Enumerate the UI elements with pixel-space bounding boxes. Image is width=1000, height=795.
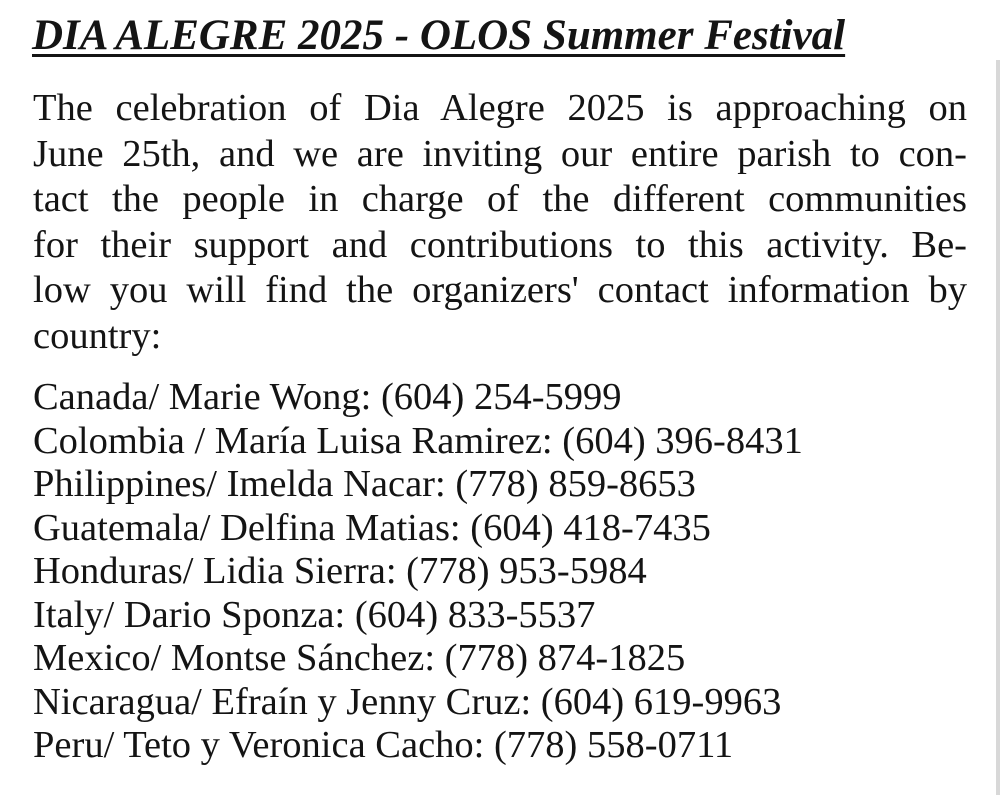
intro-line: for their support and contributions to this activity. Be- [33,223,967,266]
intro-line: The celebration of Dia Alegre 2025 is approaching on [33,87,967,129]
intro-paragraph [33,86,967,359]
contact-colombia: Colombia / María Luisa Ramirez: (604) 396-8431 [33,419,803,462]
contact-mexico: Mexico/ Montse Sánchez: (778) 874-1825 [33,637,686,679]
contact-canada: Canada/ Marie Wong: (604) 254-5999 [33,376,622,418]
intro-line: June 25th, and we are inviting our entire parish to con- [33,132,967,175]
festival-headline: DIA ALEGRE 2025 - OLOS Summer Festival [32,12,846,59]
contact-peru: Peru/ Teto y Veronica Cacho: (778) 558-0711 [33,724,734,766]
contact-philippines: Philippines/ Imelda Nacar: (778) 859-8653 [33,463,696,505]
contact-nicaragua: Nicaragua/ Efraín y Jenny Cruz: (604) 619-9963 [33,680,782,723]
contact-italy: Italy/ Dario Sponza: (604) 833-5537 [33,593,596,636]
organizer-contact-list [33,376,803,768]
intro-line: country: [33,314,162,357]
contact-guatemala: Guatemala/ Delfina Matias: (604) 418-7435 [33,506,711,549]
intro-line: tact the people in charge of the different communities [33,178,967,220]
contact-honduras: Honduras/ Lidia Sierra: (778) 953-5984 [33,550,647,592]
intro-line: low you will find the organizers' contact information by [33,269,967,311]
scan-edge-shadow [996,60,1000,795]
